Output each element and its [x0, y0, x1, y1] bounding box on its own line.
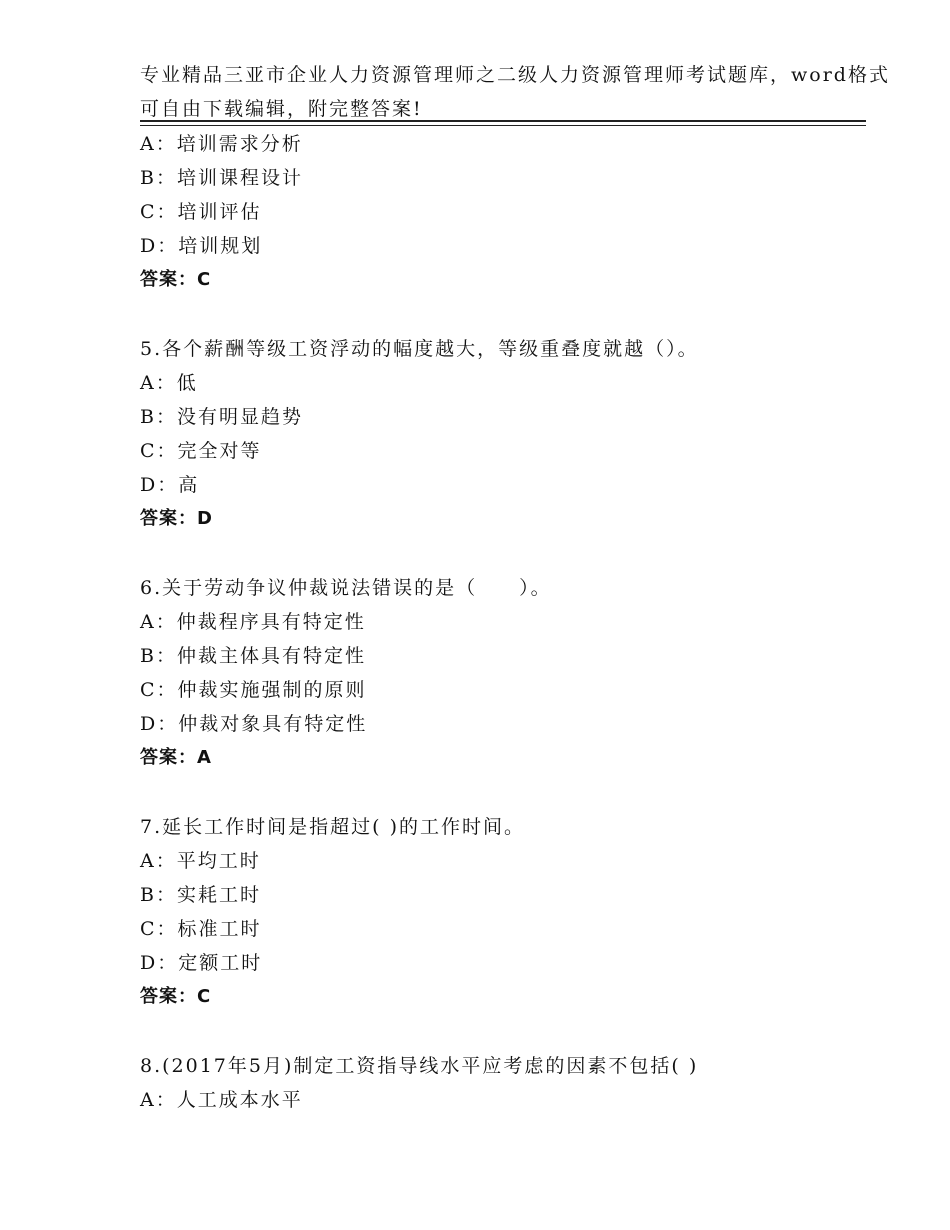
question-block-7: [140, 810, 866, 1014]
question-block-6: [140, 571, 866, 775]
question-list: [140, 127, 866, 1117]
option-c: C：培训评估: [140, 201, 262, 223]
option-b: B：仲裁主体具有特定性: [140, 645, 366, 667]
option-d: D：高: [140, 474, 200, 496]
question-block-8: [140, 1049, 866, 1117]
question-text: 5.各个薪酬等级工资浮动的幅度越大，等级重叠度就越（）。: [140, 338, 699, 360]
option-c: C：仲裁实施强制的原则: [140, 679, 367, 701]
question-text: 8.(2017年5月)制定工资指导线水平应考虑的因素不包括( ): [140, 1055, 699, 1077]
option-d: D：仲裁对象具有特定性: [140, 713, 368, 735]
spacer: [140, 297, 866, 332]
option-b: B：实耗工时: [140, 884, 261, 906]
header-divider-thin: [140, 125, 866, 126]
question-block-4: [140, 127, 866, 297]
answer-line: 答案：A: [140, 747, 212, 768]
spacer: [140, 1014, 866, 1049]
option-b: B：没有明显趋势: [140, 406, 303, 428]
question-text: 6.关于劳动争议仲裁说法错误的是（ ）。: [140, 577, 552, 599]
answer-line: 答案：D: [140, 508, 213, 529]
option-c: C：完全对等: [140, 440, 262, 462]
header-line-2: 可自由下载编辑，附完整答案!: [140, 98, 423, 120]
spacer: [140, 536, 866, 571]
answer-line: 答案：C: [140, 269, 212, 290]
option-a: A：仲裁程序具有特定性: [140, 611, 366, 633]
answer-line: 答案：C: [140, 986, 212, 1007]
question-block-5: [140, 332, 866, 536]
option-a: A：人工成本水平: [140, 1089, 303, 1111]
header-line-1: 专业精品三亚市企业人力资源管理师之二级人力资源管理师考试题库，word格式: [140, 64, 890, 86]
header-divider-thick: [140, 120, 866, 122]
option-a: A：平均工时: [140, 850, 261, 872]
option-a: A：低: [140, 372, 198, 394]
document-header: [140, 58, 890, 126]
option-d: D：培训规划: [140, 235, 263, 257]
question-text: 7.延长工作时间是指超过( )的工作时间。: [140, 816, 525, 838]
option-a: A：培训需求分析: [140, 133, 303, 155]
option-b: B：培训课程设计: [140, 167, 303, 189]
option-c: C：标准工时: [140, 918, 262, 940]
spacer: [140, 775, 866, 810]
option-d: D：定额工时: [140, 952, 263, 974]
